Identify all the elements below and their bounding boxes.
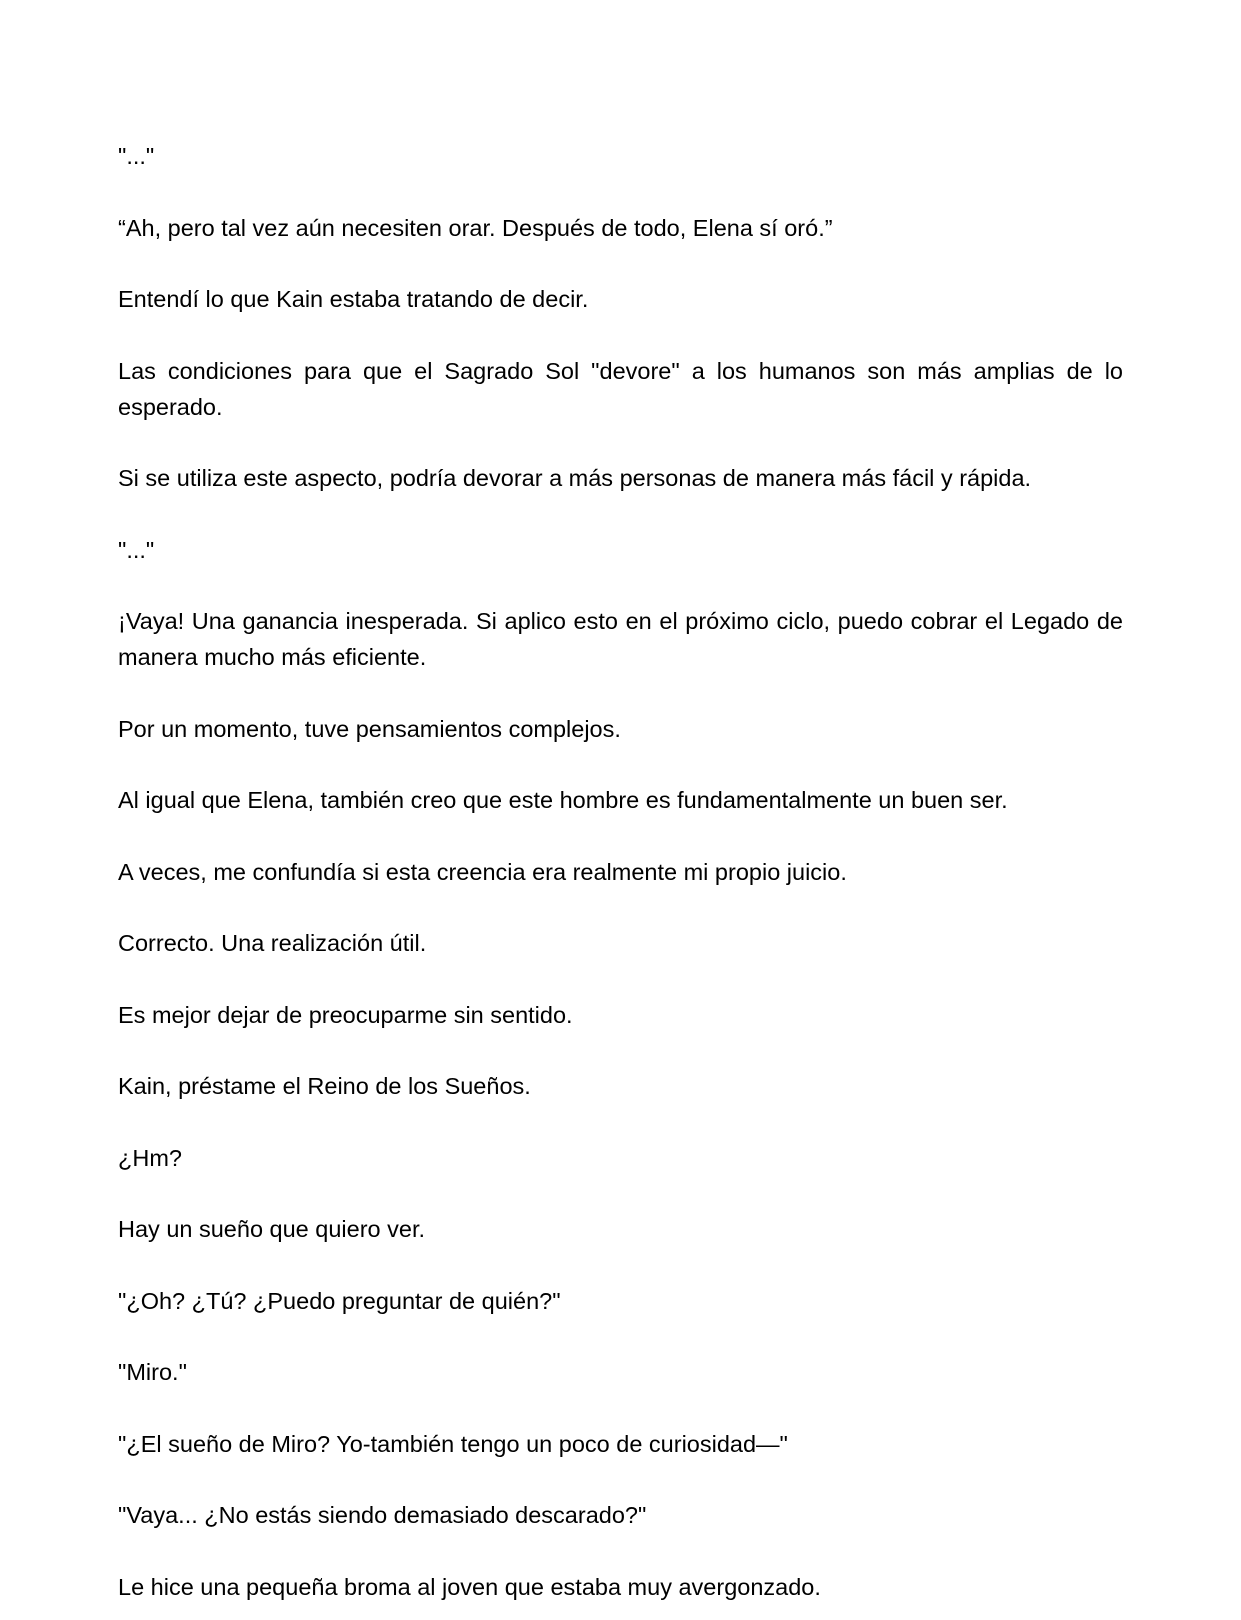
paragraph: A veces, me confundía si esta creencia era realmente mi propio juicio. <box>118 858 847 885</box>
paragraph: Por un momento, tuve pensamientos complejos. <box>118 715 621 742</box>
paragraph: ¿Hm? <box>118 1144 182 1171</box>
paragraph: “Ah, pero tal vez aún necesiten orar. Después de todo, Elena sí oró.” <box>118 214 833 241</box>
paragraph: "¿Oh? ¿Tú? ¿Puedo preguntar de quién?" <box>118 1287 561 1314</box>
paragraph: "..." <box>118 536 155 563</box>
document-body <box>118 138 1123 1605</box>
paragraph: "..." <box>118 143 155 169</box>
paragraph: Si se utiliza este aspecto, podría devorar a más personas de manera más fácil y rápida. <box>118 465 1032 491</box>
paragraph: Entendí lo que Kain estaba tratando de decir. <box>118 286 589 312</box>
paragraph: ¡Vaya! Una ganancia inesperada. Si aplico esto en el próximo ciclo, puedo cobrar el Legado de manera mucho más eficiente. <box>118 608 1123 670</box>
paragraph: Las condiciones para que el Sagrado Sol "devore" a los humanos son más amplias de lo esperado. <box>118 357 1123 420</box>
paragraph: "Miro." <box>118 1359 187 1385</box>
paragraph: Hay un sueño que quiero ver. <box>118 1216 426 1242</box>
paragraph: "Vaya... ¿No estás siendo demasiado descarado?" <box>118 1502 647 1528</box>
paragraph: Correcto. Una realización útil. <box>118 930 427 956</box>
paragraph: Kain, préstame el Reino de los Sueños. <box>118 1073 531 1099</box>
paragraph: Al igual que Elena, también creo que este hombre es fundamentalmente un buen ser. <box>118 787 1008 813</box>
paragraph: "¿El sueño de Miro? Yo-también tengo un poco de curiosidad—" <box>118 1430 788 1457</box>
paragraph: Es mejor dejar de preocuparme sin sentido. <box>118 1001 573 1028</box>
paragraph: Le hice una pequeña broma al joven que estaba muy avergonzado. <box>118 1573 821 1600</box>
